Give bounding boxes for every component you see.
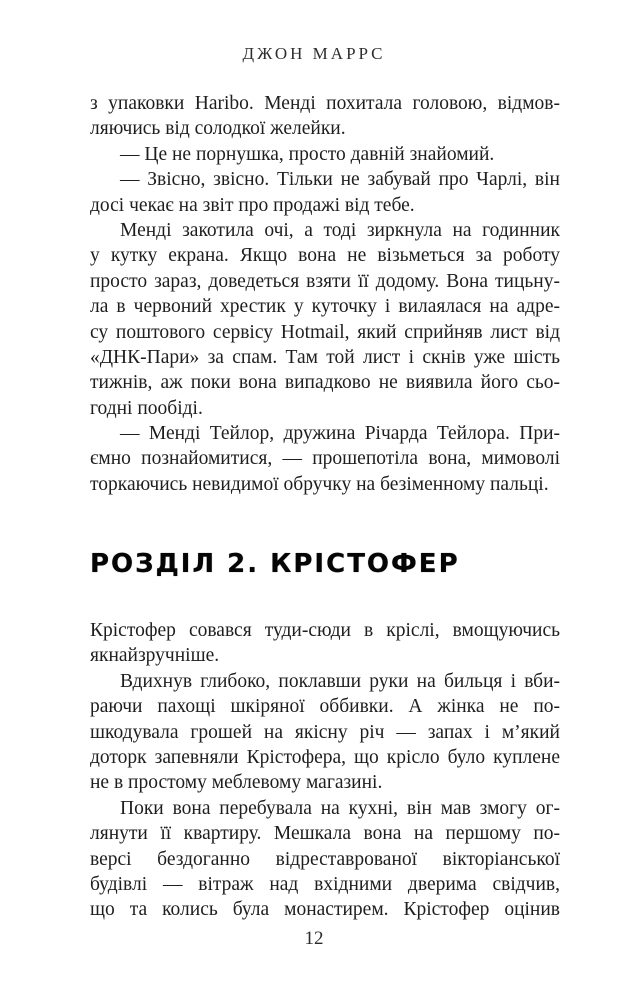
body-line: що та колись була монастирем. Крістофер оцінив bbox=[90, 899, 560, 921]
running-head: ДЖОН МАРРС bbox=[242, 44, 386, 63]
body-line: — Звісно, звісно. Тільки не забувай про Чарлі, він bbox=[120, 169, 560, 191]
body-line: — Менді Тейлор, дружина Річарда Тейлора. При- bbox=[120, 423, 560, 445]
body-line: торкаючись невидимої обручку на безіменному пальці. bbox=[90, 473, 549, 495]
body-line: шкодувала грошей на якісну річ — запах і м’який bbox=[90, 721, 560, 743]
body-line: Менді закотила очі, а тоді зиркнула на годинник bbox=[120, 219, 560, 241]
body-line: якнайзручніше. bbox=[90, 645, 220, 667]
body-line: Поки вона перебувала на кухні, він мав змогу ог- bbox=[120, 797, 560, 819]
body-line: ла в червоний хрестик у куточку і вилаялася на адре- bbox=[90, 296, 560, 318]
body-line: просто зараз, доведеться взяти її додому. Вона тицьну- bbox=[90, 270, 560, 292]
body-line: — Це не порнушка, просто давній знайомий. bbox=[120, 143, 495, 165]
chapter-heading: РОЗДІЛ 2. КРІСТОФЕР bbox=[90, 549, 460, 579]
text-block-bottom bbox=[90, 618, 560, 923]
body-line: тижнів, аж поки вона випадково не виявила його сьо- bbox=[90, 372, 560, 394]
body-line: з упаковки Haribo. Менді похитала головою, відмов- bbox=[90, 93, 560, 114]
body-line: не в простому меблевому магазині. bbox=[90, 772, 383, 794]
body-line: лянути її квартиру. Мешкала вона на першому по- bbox=[90, 823, 560, 845]
body-line: «ДНК-Пари» за спам. Там той лист і скнів уже шість bbox=[90, 346, 560, 368]
body-line: Вдихнув глибоко, поклавши руки на бильця і вби- bbox=[120, 670, 560, 692]
body-line: у кутку екрана. Якщо вона не візьметься за роботу bbox=[90, 245, 560, 267]
text-block-top bbox=[90, 91, 560, 497]
body-line: ляючись від солодкої желейки. bbox=[90, 118, 346, 140]
body-line: версі бездоганно відреставрованої вікторіанської bbox=[90, 848, 560, 870]
body-line: будівлі — вітраж над вхідними дверима свідчив, bbox=[90, 873, 560, 895]
body-line: ємно познайомитися, — прошепотіла вона, мимоволі bbox=[90, 448, 560, 470]
body-line: раючи пахощі шкіряної оббивки. А жінка не по- bbox=[90, 696, 560, 718]
page-number: 12 bbox=[304, 928, 324, 949]
body-line: Крістофер совався туди-сюди в кріслі, вмощуючись bbox=[90, 620, 560, 641]
body-line: доторк запевняли Крістофера, що крісло було куплене bbox=[90, 746, 560, 768]
body-line: досі чекає на звіт про продажі від тебе. bbox=[90, 194, 415, 216]
body-line: годні пообіді. bbox=[90, 397, 203, 419]
body-line: су поштового сервісу Hotmail, який сприйняв лист від bbox=[90, 321, 560, 343]
